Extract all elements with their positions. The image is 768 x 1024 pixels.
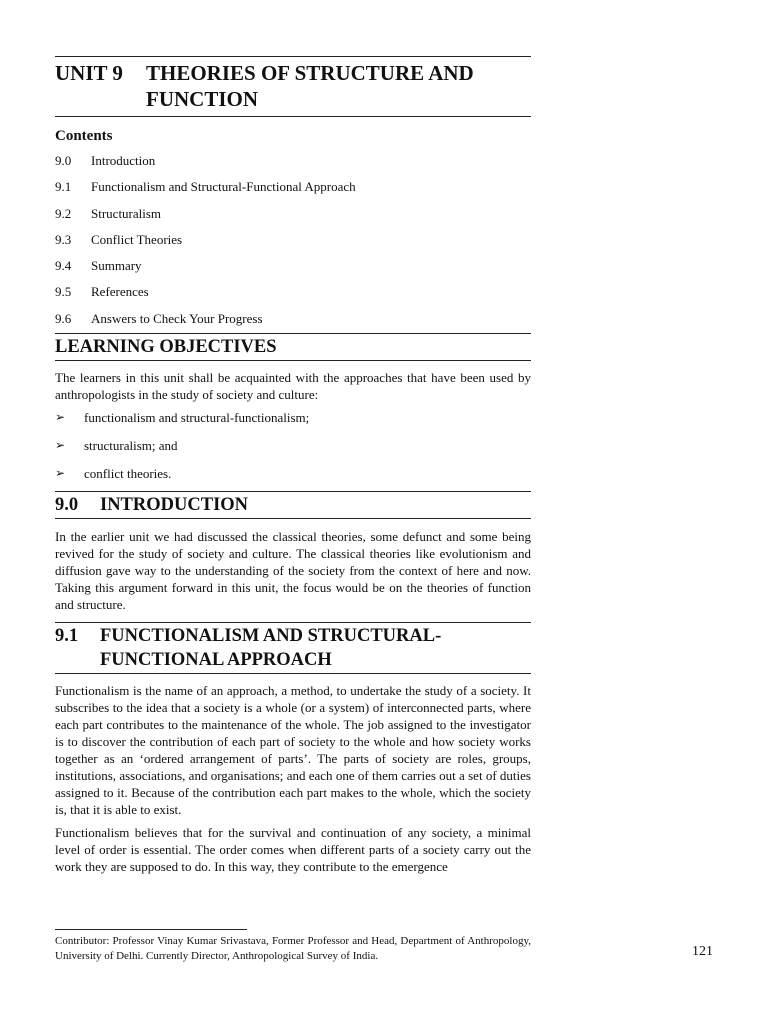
objectives-heading: LEARNING OBJECTIVES — [55, 337, 277, 358]
contents-item-label: Structuralism — [91, 205, 162, 221]
contents-item-number: 9.5 — [55, 284, 72, 300]
contents-item — [55, 283, 531, 309]
contents-item-label: Conflict Theories — [91, 231, 183, 247]
objective-text: conflict theories. — [84, 466, 172, 482]
unit-title-line1: THEORIES OF STRUCTURE AND — [146, 61, 474, 85]
contents-item — [55, 257, 531, 283]
objectives-bottom-rule — [55, 360, 531, 361]
contents-item-number: 9.6 — [55, 310, 72, 326]
contents-heading: Contents — [55, 128, 113, 144]
arrow-bullet-icon: ➢ — [55, 410, 66, 425]
page-number: 121 — [692, 944, 713, 959]
unit-title-line2: FUNCTION — [146, 87, 259, 111]
introduction-paragraph: In the earlier unit we had discussed the classical theories, some defunct and some being revived for the study of society and culture. The classical theories like evolutionism and diffusion gave way to the understanding of the society from the context of here and now. Taking this argument forward in this unit, the focus would be on the theories of function and structure. — [55, 529, 531, 613]
contents-item-label: Summary — [91, 258, 142, 274]
contents-item — [55, 231, 531, 257]
contents-item-label: Answers to Check Your Progress — [91, 310, 263, 326]
contents-item — [55, 152, 531, 178]
unit-header-rule — [55, 116, 531, 117]
contents-item — [55, 205, 531, 231]
intro-bottom-rule — [55, 518, 531, 519]
section-number: 9.0 — [55, 495, 79, 516]
objective-item — [55, 409, 531, 437]
section-title-line2: FUNCTIONAL APPROACH — [100, 650, 332, 671]
arrow-bullet-icon: ➢ — [55, 466, 66, 481]
contents-item-number: 9.2 — [55, 205, 72, 221]
functionalism-paragraph-2: Functionalism believes that for the survival and continuation of any society, a minimal level of order is essential. The order comes when different parts of a society carry out the work they are supposed to do. In this way, they contribute to the emergence — [55, 825, 531, 875]
functionalism-paragraph-1: Functionalism is the name of an approach, a method, to undertake the study of a society. It subscribes to the idea that a society is a whole (or a system) of interconnected parts, where each part contributes to the maintenance of the whole. The job assigned to the investigator is to discover the contribution of each part of society to the whole and how society works together as an ‘ordered arrangement of parts’. The parts of society are roles, groups, institutions, associations, and organisations; and each one of them carries out a set of duties assigned to it. Because of the contribution each part makes to the whole, which the society is, that it is able to exist. — [55, 683, 531, 818]
unit-header — [55, 57, 531, 116]
objectives-intro: The learners in this unit shall be acquainted with the approaches that have been used by anthropologists in the study of society and culture: — [55, 370, 531, 403]
objective-item — [55, 465, 531, 493]
contents-item-number: 9.1 — [55, 179, 72, 195]
section-title-line1: FUNCTIONALISM AND STRUCTURAL- — [100, 626, 442, 647]
functionalism-bottom-rule — [55, 673, 531, 674]
page-content — [55, 56, 531, 875]
section-title: INTRODUCTION — [100, 495, 249, 516]
contents-item-number: 9.4 — [55, 258, 72, 274]
unit-number: UNIT 9 — [55, 61, 123, 85]
functionalism-heading — [55, 623, 531, 673]
section-title — [100, 624, 531, 672]
contents-item-label: Functionalism and Structural-Functional Approach — [91, 179, 356, 195]
contents-item — [55, 178, 531, 204]
contents-item-number: 9.0 — [55, 153, 72, 168]
arrow-bullet-icon: ➢ — [55, 438, 66, 453]
section-number: 9.1 — [55, 626, 79, 647]
contributor-footnote: Contributor: Professor Vinay Kumar Srivastava, Former Professor and Head, Department of Anthropology, University of Delhi. Currently Director, Anthropological Survey of India. — [55, 935, 531, 962]
objective-text: structuralism; and — [84, 438, 178, 454]
objective-item — [55, 437, 531, 465]
contents-item-number: 9.3 — [55, 231, 72, 247]
footnote-rule — [55, 929, 247, 930]
contents-item-label: Introduction — [91, 153, 156, 168]
objectives-list — [55, 409, 531, 493]
objective-text: functionalism and structural-functionalism; — [84, 410, 310, 426]
unit-title — [146, 60, 531, 112]
contents-item-label: References — [91, 284, 149, 300]
contents-list — [55, 152, 531, 336]
introduction-heading — [55, 492, 531, 518]
